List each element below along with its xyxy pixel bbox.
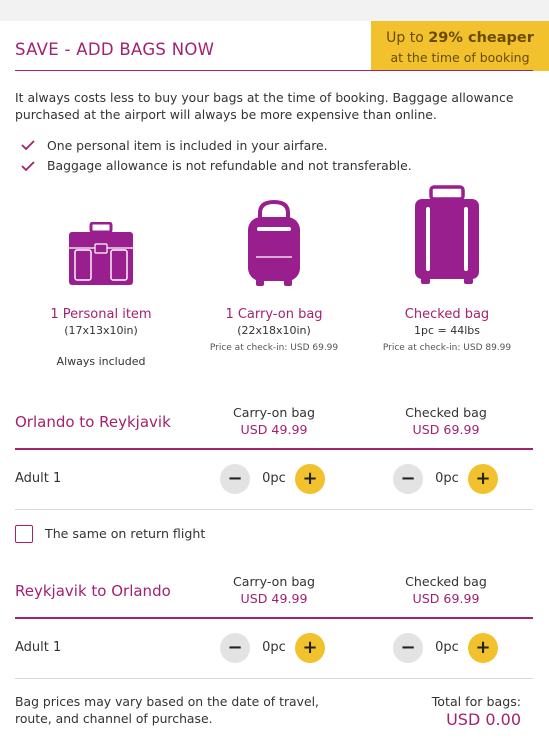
- checked-bag-icon: [413, 185, 481, 285]
- checked-price: USD 69.99: [412, 422, 480, 437]
- checked-decrement-button[interactable]: −: [393, 464, 423, 494]
- route-title-return: Reykjavik to Orlando: [15, 582, 171, 600]
- row-divider: [15, 509, 533, 510]
- check-item: Baggage allowance is not refundable and not transferable.: [47, 158, 412, 173]
- bag-name-checked: Checked bag: [404, 307, 490, 322]
- passenger-label: Adult 1: [15, 640, 62, 655]
- checked-decrement-button[interactable]: −: [393, 633, 423, 663]
- checkmark-icon: [21, 161, 35, 171]
- carry-on-quantity: 0pc: [262, 471, 286, 486]
- carry-on-bag-icon: [246, 199, 302, 287]
- promo-line-2: at the time of booking: [390, 50, 530, 65]
- promo-prefix: Up to: [386, 30, 429, 46]
- checkin-price-checked: Price at check-in: USD 89.99: [382, 343, 512, 353]
- carry-on-price: USD 49.99: [240, 422, 308, 437]
- same-return-checkbox[interactable]: [15, 525, 33, 543]
- check-item: One personal item is included in your airfare.: [47, 138, 328, 153]
- checked-column-header: Checked bag: [405, 405, 487, 420]
- carry-on-column-header: Carry-on bag: [232, 574, 316, 589]
- checked-quantity: 0pc: [435, 471, 459, 486]
- total-label: Total for bags:: [431, 694, 521, 709]
- checked-price: USD 69.99: [412, 591, 480, 606]
- checkmark-icon: [21, 140, 35, 150]
- intro-text: It always costs less to buy your bags at the time of booking. Baggage allowance purchased at the airport will always be more expensive than online.: [15, 90, 514, 122]
- route-title-outbound: Orlando to Reykjavik: [15, 413, 171, 431]
- checked-quantity: 0pc: [435, 640, 459, 655]
- bag-size-personal: (17x13x10in): [64, 324, 138, 337]
- price-disclaimer: Bag prices may vary based on the date of travel, route, and channel of purchase.: [15, 694, 319, 726]
- checkin-price-carry-on: Price at check-in: USD 69.99: [209, 343, 339, 353]
- bag-size-carry-on: (22x18x10in): [237, 324, 311, 337]
- carry-on-column-header: Carry-on bag: [232, 405, 316, 420]
- checked-increment-button[interactable]: +: [468, 633, 498, 663]
- same-return-label[interactable]: The same on return flight: [45, 526, 206, 541]
- personal-item-icon: [67, 222, 135, 286]
- carry-on-decrement-button[interactable]: −: [220, 633, 250, 663]
- carry-on-increment-button[interactable]: +: [295, 633, 325, 663]
- carry-on-increment-button[interactable]: +: [295, 464, 325, 494]
- passenger-label: Adult 1: [15, 471, 62, 486]
- carry-on-quantity: 0pc: [262, 640, 286, 655]
- checked-column-header: Checked bag: [405, 574, 487, 589]
- promo-line-1: [371, 30, 549, 46]
- title-divider: [15, 70, 533, 71]
- route-divider: [15, 617, 533, 619]
- bag-size-checked: 1pc = 44lbs: [413, 324, 480, 337]
- promo-banner: [371, 21, 549, 71]
- checked-increment-button[interactable]: +: [468, 464, 498, 494]
- route-divider: [15, 448, 533, 450]
- promo-highlight: 29% cheaper: [428, 30, 534, 46]
- carry-on-decrement-button[interactable]: −: [220, 464, 250, 494]
- bag-name-carry-on: 1 Carry-on bag: [225, 307, 323, 322]
- section-title: SAVE - ADD BAGS NOW: [15, 40, 215, 59]
- row-divider: [15, 678, 533, 679]
- always-included-note: Always included: [56, 355, 146, 368]
- total-value: USD 0.00: [446, 710, 521, 729]
- baggage-card: [0, 21, 549, 745]
- carry-on-price: USD 49.99: [240, 591, 308, 606]
- bag-name-personal: 1 Personal item: [50, 307, 152, 322]
